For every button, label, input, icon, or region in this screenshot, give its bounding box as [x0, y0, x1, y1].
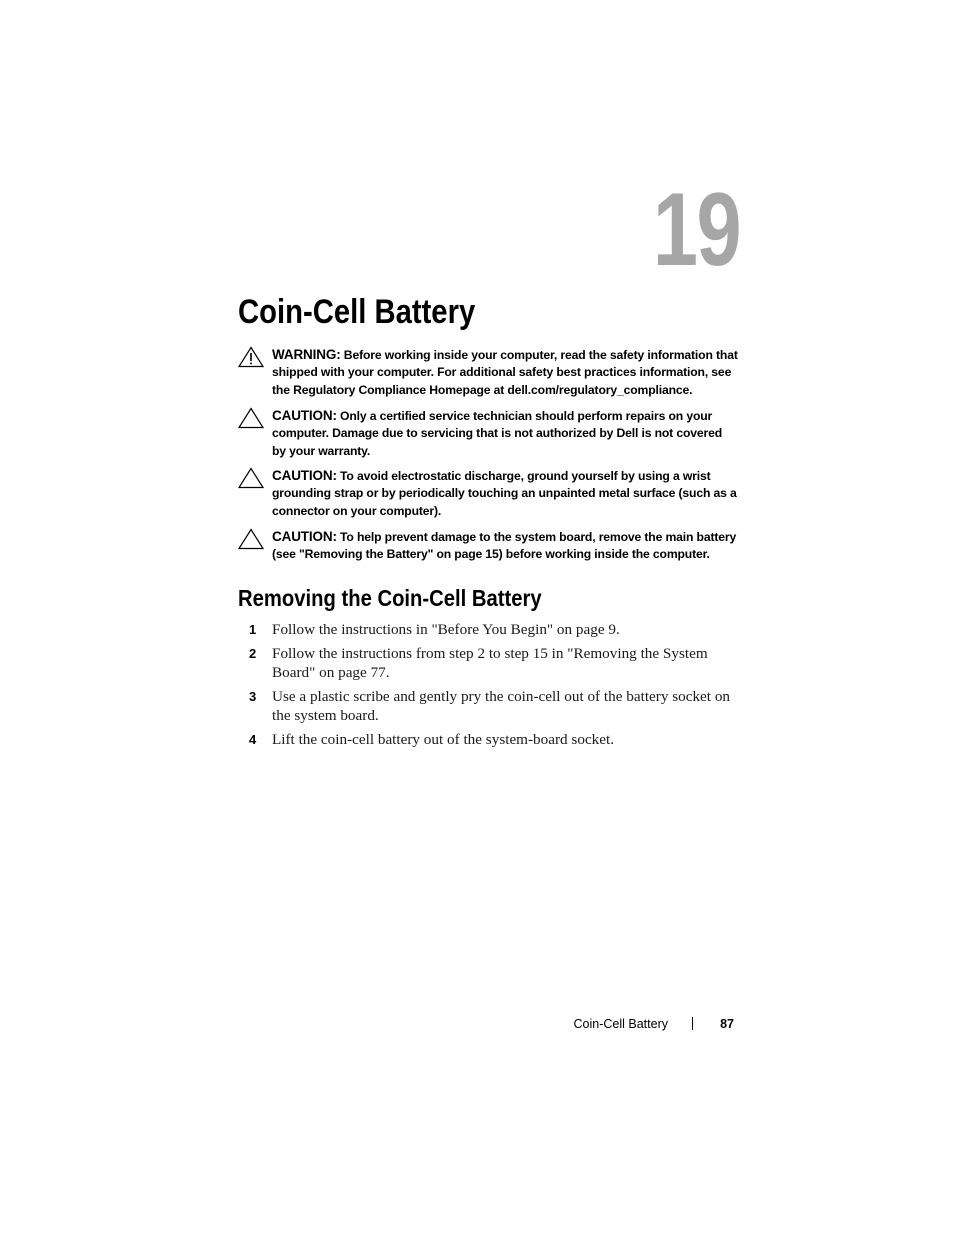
- step-item: [238, 644, 738, 682]
- notice-label: CAUTION:: [272, 529, 337, 544]
- notice-text: Before working inside your computer, read the safety information that shipped with your computer. For additional safety best practices information, see the Regulatory Compliance Homepage at dell.com/regulatory_compliance.: [272, 348, 738, 397]
- caution-icon: [238, 467, 264, 489]
- caution-notice: [238, 407, 738, 460]
- notice-text: To help prevent damage to the system board, remove the main battery (see "Removing the Battery" on page 15) before working inside the computer.: [272, 530, 737, 562]
- notice-label: WARNING:: [272, 347, 341, 362]
- step-number: 4: [249, 732, 257, 747]
- caution-icon: [238, 407, 264, 429]
- caution-notice: [238, 467, 738, 520]
- step-item: [238, 620, 738, 639]
- step-number: 1: [249, 622, 257, 637]
- section-title: Removing the Coin-Cell Battery: [238, 585, 542, 611]
- chapter-number: 19: [652, 172, 740, 288]
- step-text: Use a plastic scribe and gently pry the coin-cell out of the battery socket on the system board.: [272, 688, 731, 724]
- warning-notice: [238, 346, 738, 399]
- step-item: [238, 730, 738, 749]
- notice-label: CAUTION:: [272, 468, 337, 483]
- warning-icon: [238, 346, 264, 368]
- step-number: 2: [249, 646, 257, 661]
- caution-icon: [238, 528, 264, 550]
- notice-text: Only a certified service technician should perform repairs on your computer. Damage due to servicing that is not authorized by Dell is not covered by your warranty.: [272, 409, 723, 458]
- step-text: Follow the instructions from step 2 to step 15 in "Removing the System Board" on page 77.: [272, 645, 708, 681]
- step-item: [238, 687, 738, 725]
- page-number: 87: [720, 1017, 734, 1031]
- step-text: Follow the instructions in "Before You Begin" on page 9.: [272, 621, 620, 638]
- step-number: 3: [249, 689, 257, 704]
- notice-text: To avoid electrostatic discharge, ground yourself by using a wrist grounding strap or by periodically touching an unpainted metal surface (such as a connector on your computer).: [272, 469, 737, 518]
- notice-label: CAUTION:: [272, 408, 337, 423]
- footer-chapter-label: Coin-Cell Battery: [573, 1017, 668, 1031]
- caution-notice: [238, 528, 738, 564]
- procedure-steps: [238, 620, 738, 754]
- step-text: Lift the coin-cell battery out of the system-board socket.: [272, 731, 615, 748]
- chapter-title: Coin-Cell Battery: [238, 293, 476, 331]
- footer-divider: [692, 1017, 693, 1030]
